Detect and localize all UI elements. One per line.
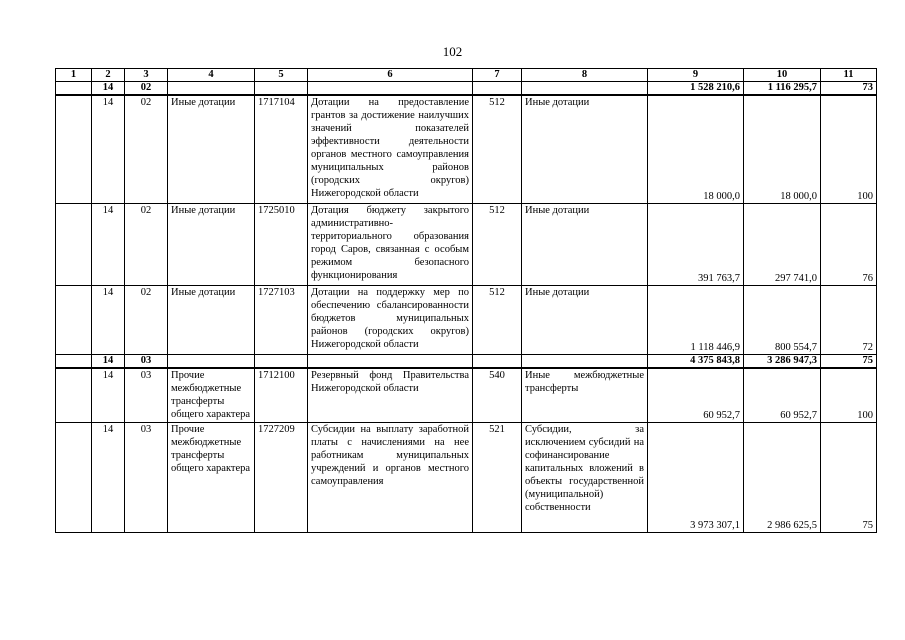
expense-type: Иные дотации — [522, 95, 648, 203]
item-description: Дотации на предоставление грантов за достижение наилучших значений показателей эффективности деятельности органов местного самоуправления муниципальных районов (городских округов) Нижегородской области — [308, 95, 473, 203]
cell — [255, 354, 308, 368]
subsection-code: 03 — [125, 368, 168, 423]
table-row — [56, 95, 877, 203]
subsection-code: 03 — [125, 423, 168, 533]
item-name: Прочие межбюджетные трансферты общего характера — [168, 423, 255, 533]
section-code: 14 — [92, 368, 125, 423]
cell — [308, 354, 473, 368]
cell — [56, 368, 92, 423]
cell — [168, 354, 255, 368]
cell — [56, 95, 92, 203]
item-description: Резервный фонд Правительства Нижегородской области — [308, 368, 473, 423]
section-code: 14 — [92, 95, 125, 203]
expense-type: Иные межбюджетные трансферты — [522, 368, 648, 423]
percent: 100 — [821, 95, 877, 203]
amount-plan: 1 528 210,6 — [648, 82, 744, 96]
header-cell: 9 — [648, 69, 744, 82]
percent: 100 — [821, 368, 877, 423]
subtotal-row — [56, 354, 877, 368]
header-row — [56, 69, 877, 82]
target-code: 1727209 — [255, 423, 308, 533]
expense-code: 540 — [473, 368, 522, 423]
target-code: 1717104 — [255, 95, 308, 203]
header-cell: 6 — [308, 69, 473, 82]
percent: 75 — [821, 354, 877, 368]
cell — [56, 82, 92, 96]
subsection-code: 02 — [125, 95, 168, 203]
table-row — [56, 285, 877, 354]
amount-plan: 3 973 307,1 — [648, 423, 744, 533]
expense-type: Субсидии, за исключением субсидий на софинансирование капитальных вложений в объекты государственной (муниципальной) собственности — [522, 423, 648, 533]
subsection-code: 02 — [125, 203, 168, 285]
expense-type: Иные дотации — [522, 203, 648, 285]
subsection-code: 02 — [125, 285, 168, 354]
subsection-code: 02 — [125, 82, 168, 96]
item-name: Иные дотации — [168, 285, 255, 354]
expense-code: 512 — [473, 203, 522, 285]
page-number: 102 — [442, 44, 463, 59]
cell — [473, 354, 522, 368]
cell — [522, 354, 648, 368]
header-cell: 3 — [125, 69, 168, 82]
section-code: 14 — [92, 354, 125, 368]
cell — [522, 82, 648, 96]
amount-plan: 1 118 446,9 — [648, 285, 744, 354]
target-code: 1712100 — [255, 368, 308, 423]
cell — [56, 423, 92, 533]
item-name: Иные дотации — [168, 203, 255, 285]
expense-type: Иные дотации — [522, 285, 648, 354]
amount-plan: 4 375 843,8 — [648, 354, 744, 368]
section-code: 14 — [92, 203, 125, 285]
percent: 72 — [821, 285, 877, 354]
item-name: Иные дотации — [168, 95, 255, 203]
header-cell: 7 — [473, 69, 522, 82]
header-cell: 10 — [744, 69, 821, 82]
amount-fact: 2 986 625,5 — [744, 423, 821, 533]
cell — [56, 354, 92, 368]
cell — [56, 285, 92, 354]
header-cell: 11 — [821, 69, 877, 82]
table-row — [56, 423, 877, 533]
header-cell: 4 — [168, 69, 255, 82]
target-code: 1727103 — [255, 285, 308, 354]
target-code: 1725010 — [255, 203, 308, 285]
header-cell: 8 — [522, 69, 648, 82]
expense-code: 512 — [473, 285, 522, 354]
expense-code: 512 — [473, 95, 522, 203]
subsection-code: 03 — [125, 354, 168, 368]
amount-fact: 297 741,0 — [744, 203, 821, 285]
table-row — [56, 368, 877, 423]
cell — [473, 82, 522, 96]
header-cell: 2 — [92, 69, 125, 82]
subtotal-row — [56, 82, 877, 96]
item-name: Прочие межбюджетные трансферты общего характера — [168, 368, 255, 423]
amount-plan: 60 952,7 — [648, 368, 744, 423]
header-cell: 5 — [255, 69, 308, 82]
percent: 76 — [821, 203, 877, 285]
percent: 75 — [821, 423, 877, 533]
expense-code: 521 — [473, 423, 522, 533]
item-description: Дотация бюджету закрытого административно-территориального образования город Саров, связанная с особым режимом безопасного функционирования — [308, 203, 473, 285]
item-description: Дотации на поддержку мер по обеспечению сбалансированности бюджетов муниципальных районов (городских округов) Нижегородской области — [308, 285, 473, 354]
amount-fact: 800 554,7 — [744, 285, 821, 354]
item-description: Субсидии на выплату заработной платы с начислениями на нее работникам муниципальных учреждений и органов местного самоуправления — [308, 423, 473, 533]
percent: 73 — [821, 82, 877, 96]
cell — [308, 82, 473, 96]
amount-plan: 18 000,0 — [648, 95, 744, 203]
amount-fact: 1 116 295,7 — [744, 82, 821, 96]
header-cell: 1 — [56, 69, 92, 82]
cell — [168, 82, 255, 96]
amount-fact: 3 286 947,3 — [744, 354, 821, 368]
section-code: 14 — [92, 285, 125, 354]
cell — [255, 82, 308, 96]
amount-fact: 18 000,0 — [744, 95, 821, 203]
section-code: 14 — [92, 82, 125, 96]
table-row — [56, 203, 877, 285]
section-code: 14 — [92, 423, 125, 533]
budget-table — [55, 68, 877, 533]
cell — [56, 203, 92, 285]
amount-fact: 60 952,7 — [744, 368, 821, 423]
amount-plan: 391 763,7 — [648, 203, 744, 285]
